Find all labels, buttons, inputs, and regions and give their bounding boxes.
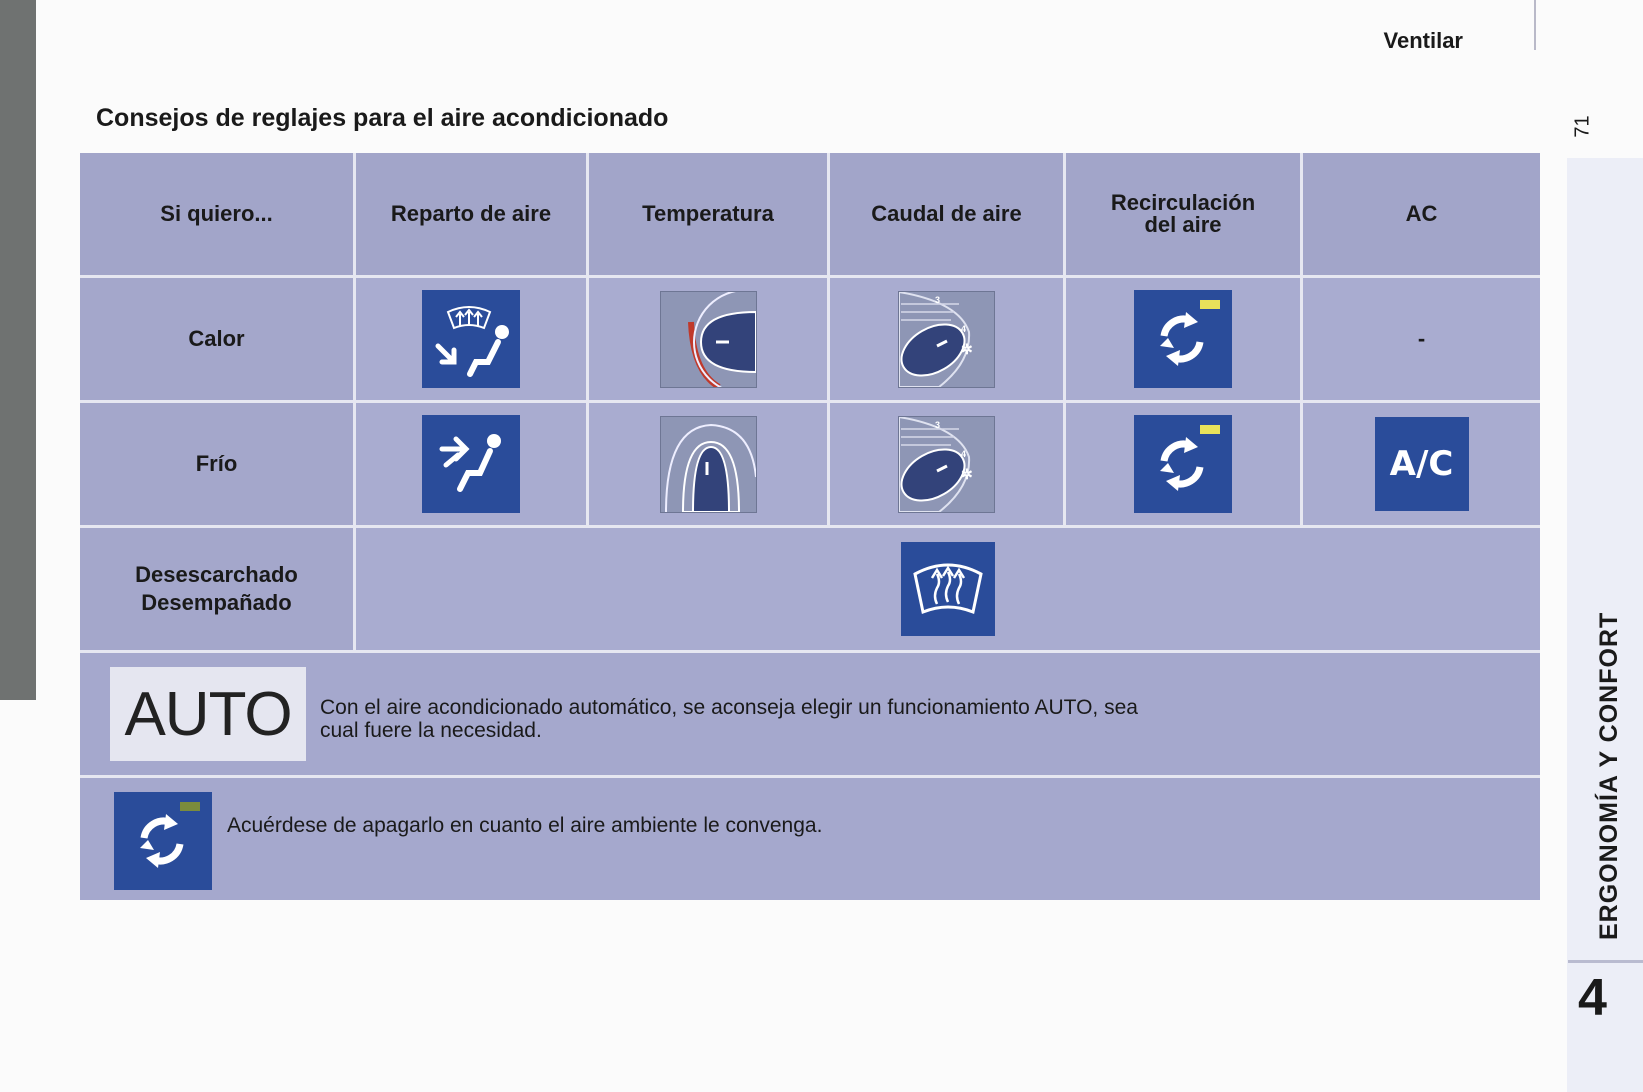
- recirc-note-text: Acuérdese de apagarlo en cuanto el aire ambiente le convenga.: [227, 814, 823, 837]
- fan-speed-knob-frio-icon: [898, 416, 995, 513]
- header-rule: [1534, 0, 1536, 50]
- defrost-icon: [901, 542, 995, 636]
- svg-text:✲: ✲: [961, 465, 973, 482]
- fan-speed-knob-icon: [898, 291, 995, 388]
- recirculation-note-icon: [114, 792, 212, 890]
- page-edge-bar: [0, 0, 36, 700]
- page-number: 71: [1571, 115, 1594, 138]
- auto-note-text: Con el aire acondicionado automático, se aconseja elegir un funcionamiento AUTO, sea cual fuere la necesidad.: [320, 696, 1138, 742]
- windscreen-feet-vents-icon: [422, 290, 520, 388]
- svg-text:✲: ✲: [961, 340, 973, 357]
- recirculation-icon: [1134, 290, 1232, 388]
- ac-calor-value: -: [1303, 278, 1540, 403]
- fan-speed-frio-mark-3: 3: [935, 419, 941, 430]
- fan-speed-mark-4: 4: [961, 323, 967, 334]
- temperature-knob-icon: [660, 291, 757, 388]
- row-label-calor: Calor: [80, 278, 356, 403]
- table-row-desescarchado: [80, 528, 1540, 653]
- table-header-row: [80, 153, 1540, 278]
- ac-button-icon: [1375, 417, 1469, 511]
- column-header-caudal: Caudal de aire: [830, 153, 1066, 278]
- column-header-temperatura: Temperatura: [589, 153, 830, 278]
- settings-table: [80, 153, 1540, 900]
- indicator-light-icon: [1200, 425, 1220, 434]
- row-label-line2: Desempañado: [141, 590, 292, 615]
- auto-button-icon: AUTO: [110, 667, 306, 761]
- auto-note-row: [80, 653, 1540, 778]
- indicator-light-off-icon: [180, 802, 200, 811]
- table-row-frio: [80, 403, 1540, 528]
- recirc-note-row: [80, 778, 1540, 900]
- fan-speed-frio-mark-4: 4: [961, 448, 967, 459]
- table-row-calor: [80, 278, 1540, 403]
- row-label-frio: Frío: [80, 403, 356, 528]
- chapter-rule: [1568, 960, 1643, 963]
- chapter-number: 4: [1578, 969, 1607, 1027]
- section-title: Ventilar: [1383, 28, 1463, 53]
- ac-button-label: A/C: [1389, 444, 1454, 484]
- column-header-ac: AC: [1303, 153, 1540, 278]
- column-header-reparto: Reparto de aire: [356, 153, 589, 278]
- recirculation-frio-icon: [1134, 415, 1232, 513]
- row-label-line1: Desescarchado: [135, 562, 298, 587]
- fan-speed-mark-3: 3: [935, 294, 941, 305]
- temperature-knob-cold-icon: [660, 416, 757, 513]
- column-header-recirculacion: Recirculación del aire: [1066, 153, 1303, 278]
- row-label-desescarchado: [80, 528, 356, 653]
- column-header-si-quiero: Si quiero...: [80, 153, 356, 278]
- page-heading: Consejos de reglajes para el aire acondicionado: [96, 104, 669, 132]
- face-vents-icon: [422, 415, 520, 513]
- chapter-label: ERGONOMÍA Y CONFORT: [1595, 611, 1623, 940]
- indicator-light-icon: [1200, 300, 1220, 309]
